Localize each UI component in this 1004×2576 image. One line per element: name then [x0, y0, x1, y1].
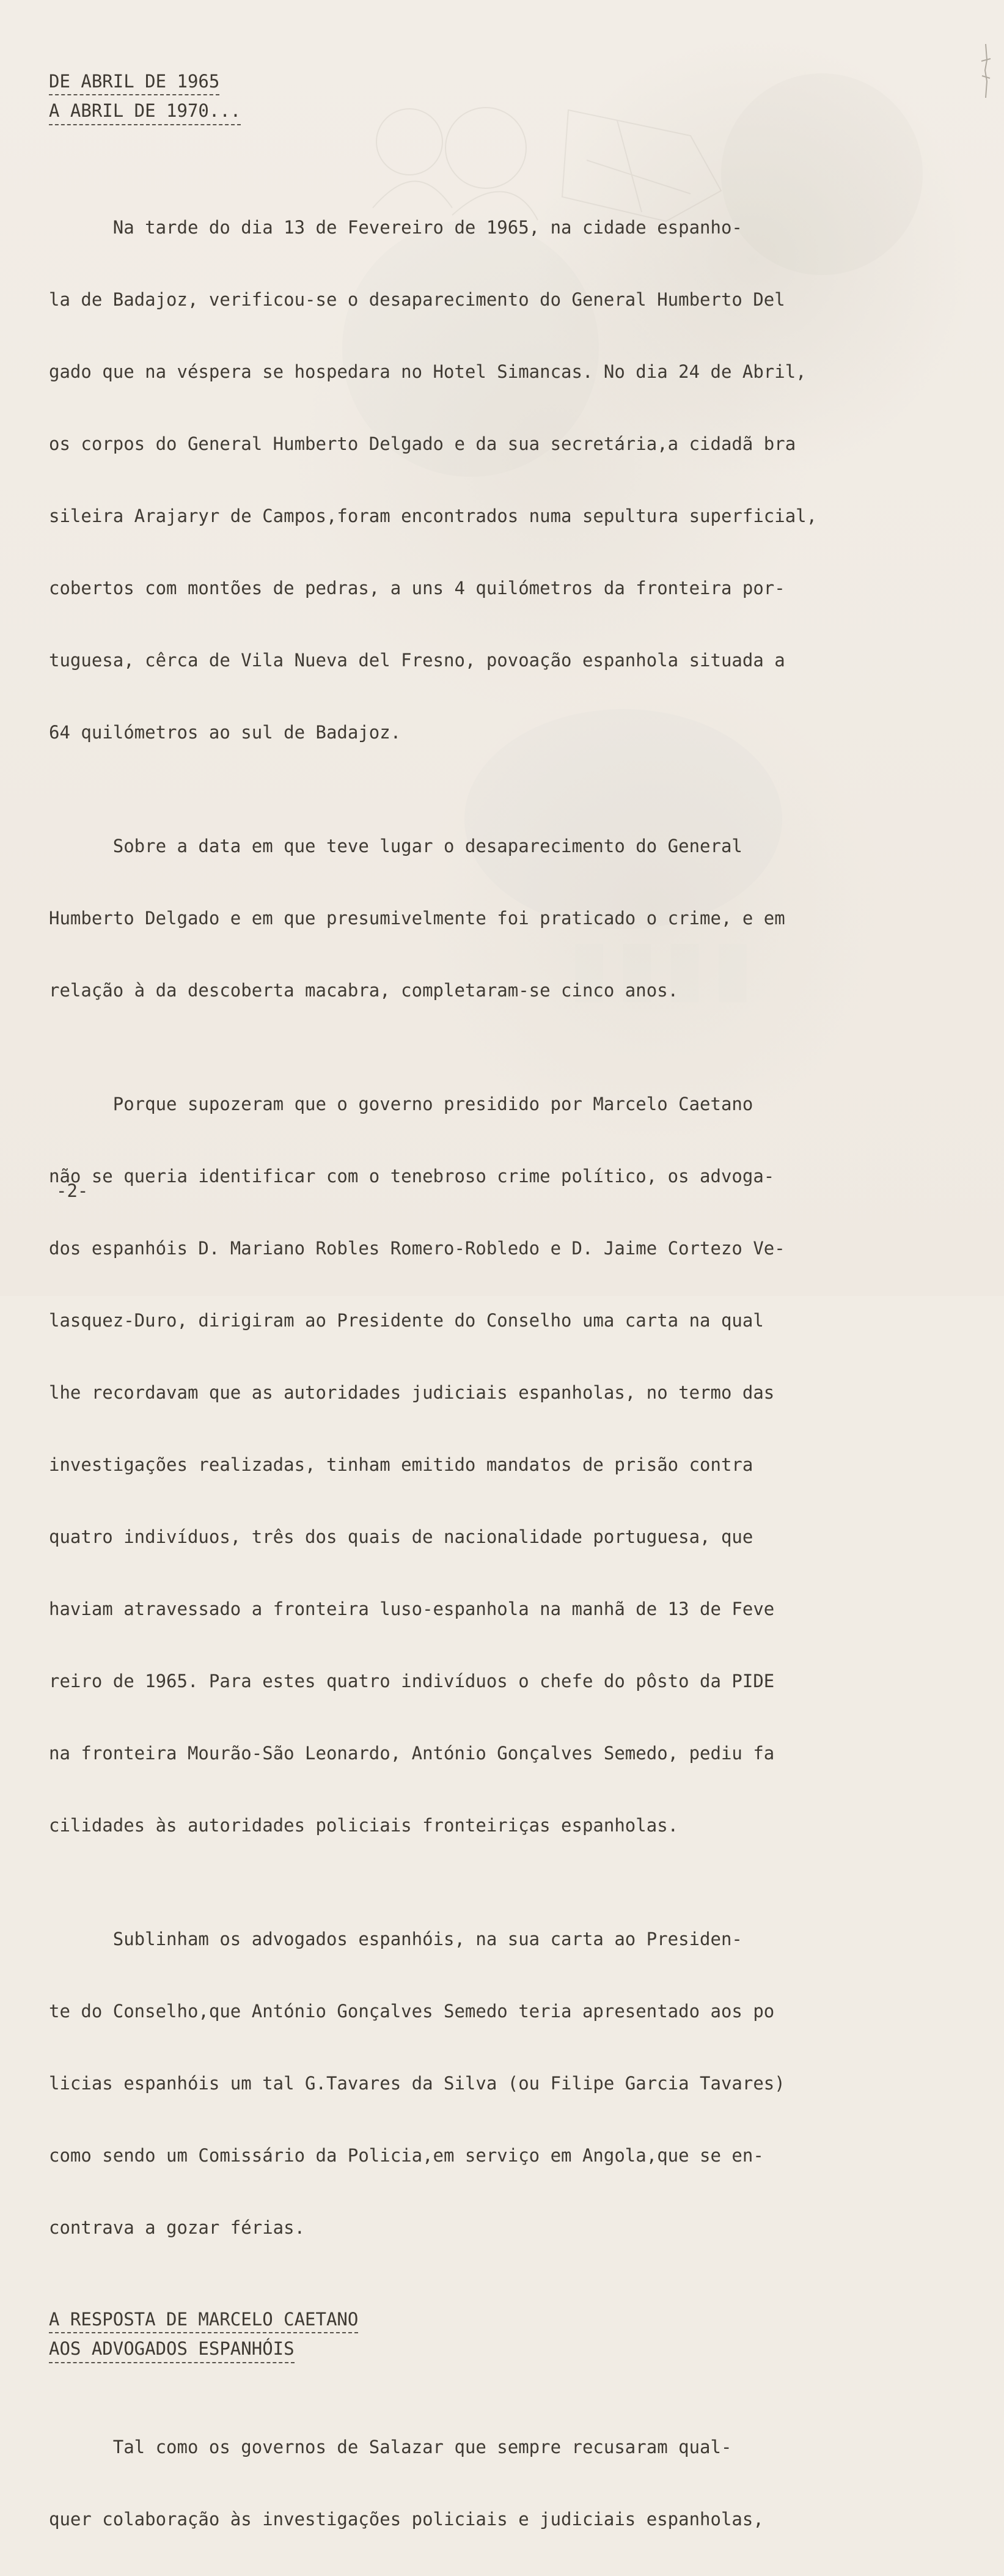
paragraph-3-line: na fronteira Mourão-São Leonardo, António Gonçalves Semedo, pediu fa	[49, 1742, 775, 1764]
top-heading-line-1: DE ABRIL DE 1965	[49, 72, 219, 95]
paragraph-3-line: cilidades às autoridades policiais fronteiriças espanholas.	[49, 1814, 679, 1836]
paragraph-3-line: investigações realizadas, tinham emitido mandatos de prisão contra	[49, 1454, 753, 1475]
paragraph-4-line: como sendo um Comissário da Policia,em serviço em Angola,que se en-	[49, 2144, 764, 2166]
top-heading-block	[49, 72, 904, 131]
paragraph-1-line: gado que na véspera se hospedara no Hotel Simancas. No dia 24 de Abril,	[49, 361, 807, 382]
paragraph-4	[49, 1882, 904, 2284]
top-spacing	[49, 131, 904, 171]
paragraph-1-line: 64 quilómetros ao sul de Badajoz.	[49, 721, 401, 743]
paragraph-3-line: reiro de 1965. Para estes quatro indivíduos o chefe do pôsto da PIDE	[49, 1670, 775, 1691]
paragraph-3-line: não se queria identificar com o tenebroso crime político, os advoga-	[49, 1165, 775, 1187]
page-number: -2-	[56, 1180, 89, 1201]
paragraph-3-line: dos espanhóis D. Mariano Robles Romero-Robledo e D. Jaime Cortezo Ve-	[49, 1237, 785, 1259]
reverse-print-bleed-lower: ▮▮▮▮	[568, 923, 760, 1011]
paragraph-1	[49, 171, 904, 789]
paragraph-5-line: quer colaboração às investigações policiais e judiciais espanholas,	[49, 2508, 764, 2530]
section-spacing	[49, 2369, 904, 2390]
top-heading-line-2: A ABRIL DE 1970...	[49, 101, 241, 125]
paragraph-2	[49, 789, 904, 1047]
paragraph-1-line: sileira Arajaryr de Campos,foram encontrados numa sepultura superficial,	[49, 505, 818, 526]
paragraph-1-line: cobertos com montões de pedras, a uns 4 quilómetros da fronteira por-	[49, 577, 785, 598]
paragraph-3-line: haviam atravessado a fronteira luso-espanhola na manhã de 13 de Feve	[49, 1598, 775, 1619]
paragraph-3-line: lhe recordavam que as autoridades judiciais espanholas, no termo das	[49, 1382, 775, 1403]
section-heading-line-2: AOS ADVOGADOS ESPANHÓIS	[49, 2339, 295, 2363]
corner-ink-mark	[980, 43, 993, 110]
paragraph-4-line: contrava a gozar férias.	[49, 2217, 306, 2238]
section-heading-line-1: A RESPOSTA DE MARCELO CAETANO	[49, 2310, 358, 2333]
paragraph-1-line: Na tarde do dia 13 de Fevereiro de 1965, na cidade espanho-	[49, 216, 742, 238]
paragraph-3-line: quatro indivíduos, três dos quais de nacionalidade portuguesa, que	[49, 1526, 753, 1547]
paragraph-2-line: relação à da descoberta macabra, completaram-se cinco anos.	[49, 979, 679, 1001]
paragraph-2-line: Sobre a data em que teve lugar o desaparecimento do General	[49, 835, 742, 856]
paragraph-3-line: lasquez-Duro, dirigiram ao Presidente do Conselho uma carta na qual	[49, 1309, 764, 1331]
document-content	[49, 72, 904, 2576]
section-heading-block	[49, 2310, 904, 2369]
paragraph-1-line: la de Badajoz, verificou-se o desaparecimento do General Humberto Del	[49, 289, 785, 310]
section-gap	[49, 2284, 904, 2310]
paragraph-1-line: os corpos do General Humberto Delgado e da sua secretária,a cidadã bra	[49, 433, 796, 454]
paragraph-4-line: Sublinham os advogados espanhóis, na sua carta ao Presiden-	[49, 1928, 742, 1949]
paragraph-5-line: Tal como os governos de Salazar que sempre recusaram qual-	[49, 2436, 732, 2457]
paragraph-5	[49, 2390, 904, 2576]
paragraph-3	[49, 1047, 904, 1882]
paragraph-4-line: licias espanhóis um tal G.Tavares da Silva (ou Filipe Garcia Tavares)	[49, 2072, 785, 2094]
paragraph-2-line: Humberto Delgado e em que presumivelmente foi praticado o crime, e em	[49, 907, 785, 929]
paragraph-1-line: tuguesa, cêrca de Vila Nueva del Fresno, povoação espanhola situada a	[49, 649, 785, 671]
paragraph-4-line: te do Conselho,que António Gonçalves Semedo teria apresentado aos po	[49, 2000, 775, 2022]
paragraph-3-line: Porque supozeram que o governo presidido por Marcelo Caetano	[49, 1093, 753, 1114]
